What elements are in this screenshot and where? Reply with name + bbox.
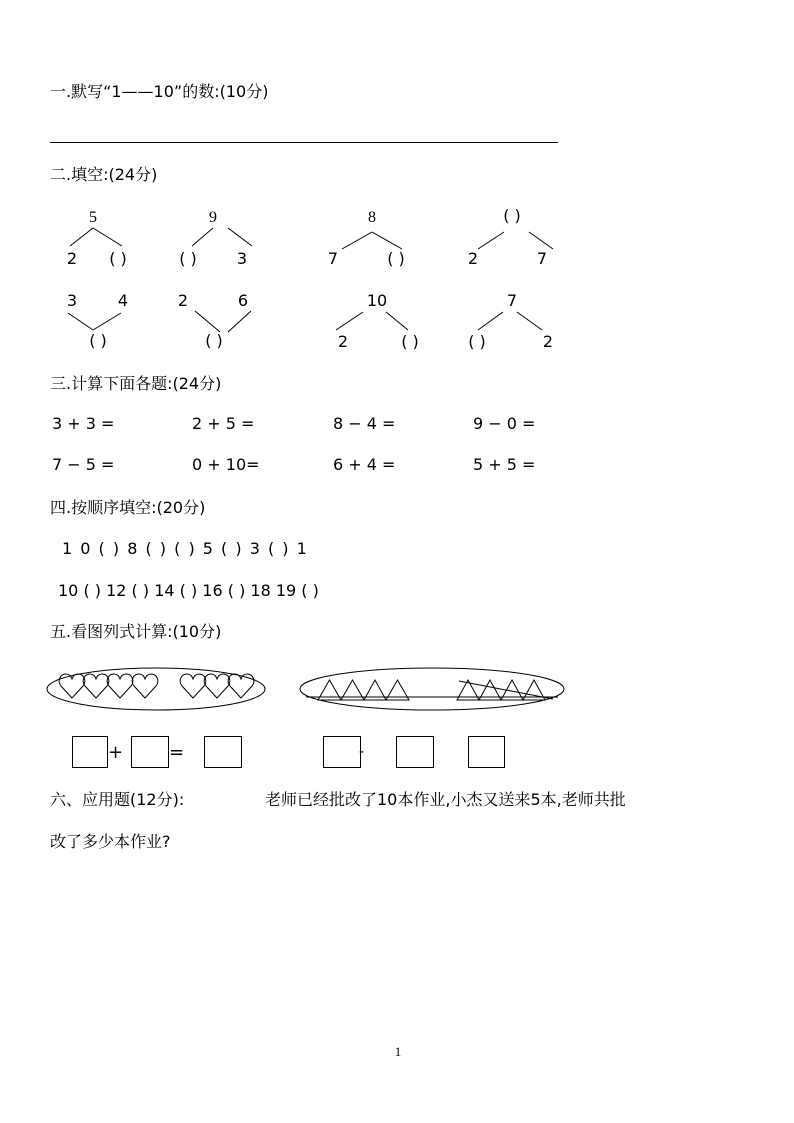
bond-top: 8 [368, 209, 376, 226]
calc-problem[interactable]: 7 − 5 = [52, 455, 115, 474]
heart-icon [83, 674, 109, 698]
bond-top: 9 [209, 209, 217, 226]
bond-right: 3 [236, 249, 248, 268]
section-5-title: 五.看图列式计算:(10分) [50, 622, 222, 641]
bond-top: 10 [366, 291, 388, 310]
bond-right: 6 [237, 291, 249, 310]
section-2-title: 二.填空:(24分) [50, 165, 158, 184]
bond-left: 2 [177, 291, 189, 310]
calc-problem[interactable]: 9 − 0 = [473, 414, 536, 433]
answer-box[interactable] [131, 736, 169, 768]
bond-blank[interactable]: ( ) [109, 249, 127, 268]
calc-problem[interactable]: 6 + 4 = [333, 455, 396, 474]
bond-blank[interactable]: ( ) [401, 332, 419, 351]
section-3-title: 三.计算下面各题:(24分) [50, 374, 222, 393]
word-problem-text: 老师已经批改了10本作业,小杰又送来5本,老师共批 [265, 790, 626, 809]
heart-icon [180, 674, 206, 698]
answer-box[interactable] [323, 736, 361, 768]
section-6-title: 六、应用题(12分): [50, 790, 185, 809]
calc-problem[interactable]: 0 + 10= [192, 455, 260, 474]
bond-blank[interactable]: ( ) [468, 332, 486, 351]
bond-left: 2 [66, 249, 78, 268]
bond-top: 7 [506, 291, 518, 310]
answer-box[interactable] [72, 736, 108, 768]
answer-box[interactable] [396, 736, 434, 768]
bond-blank[interactable]: ( ) [387, 249, 405, 268]
calc-problem[interactable]: 8 − 4 = [333, 414, 396, 433]
heart-icon [107, 674, 133, 698]
equals-sign: = [169, 742, 185, 763]
word-problem-text: 改了多少本作业? [50, 832, 171, 851]
heart-icon [204, 674, 230, 698]
minus-sign: - [359, 744, 365, 760]
page-number: 1 [394, 1044, 402, 1059]
bond-blank[interactable]: ( ) [89, 331, 107, 350]
sequence-line-1[interactable]: 1 0 ( ) 8 ( ) ( ) 5 ( ) 3 ( ) 1 [62, 539, 307, 558]
bond-left: 7 [327, 249, 339, 268]
plus-sign: + [108, 742, 124, 763]
answer-box[interactable] [204, 736, 242, 768]
bond-left: 3 [66, 291, 78, 310]
bond-left: 2 [467, 249, 479, 268]
bond-left: 2 [337, 332, 349, 351]
bond-right: 4 [117, 291, 129, 310]
bond-blank[interactable]: ( ) [179, 249, 197, 268]
calc-problem[interactable]: 3 + 3 = [52, 414, 115, 433]
section-1-title: 一.默写“1——10”的数:(10分) [50, 82, 269, 101]
heart-icon [228, 674, 254, 698]
sequence-line-2[interactable]: 10 ( ) 12 ( ) 14 ( ) 16 ( ) 18 19 ( ) [58, 581, 319, 600]
bond-top: 5 [89, 209, 97, 226]
bond-right: 7 [536, 249, 548, 268]
heart-icon [132, 674, 158, 698]
heart-icons [59, 674, 254, 698]
section-4-title: 四.按顺序填空:(20分) [50, 498, 206, 517]
calc-problem[interactable]: 2 + 5 = [192, 414, 255, 433]
answer-box[interactable] [468, 736, 505, 768]
bond-blank[interactable]: ( ) [205, 331, 223, 350]
calc-problem[interactable]: 5 + 5 = [473, 455, 536, 474]
bond-right: 2 [542, 332, 554, 351]
bond-blank[interactable]: ( ) [503, 206, 521, 225]
